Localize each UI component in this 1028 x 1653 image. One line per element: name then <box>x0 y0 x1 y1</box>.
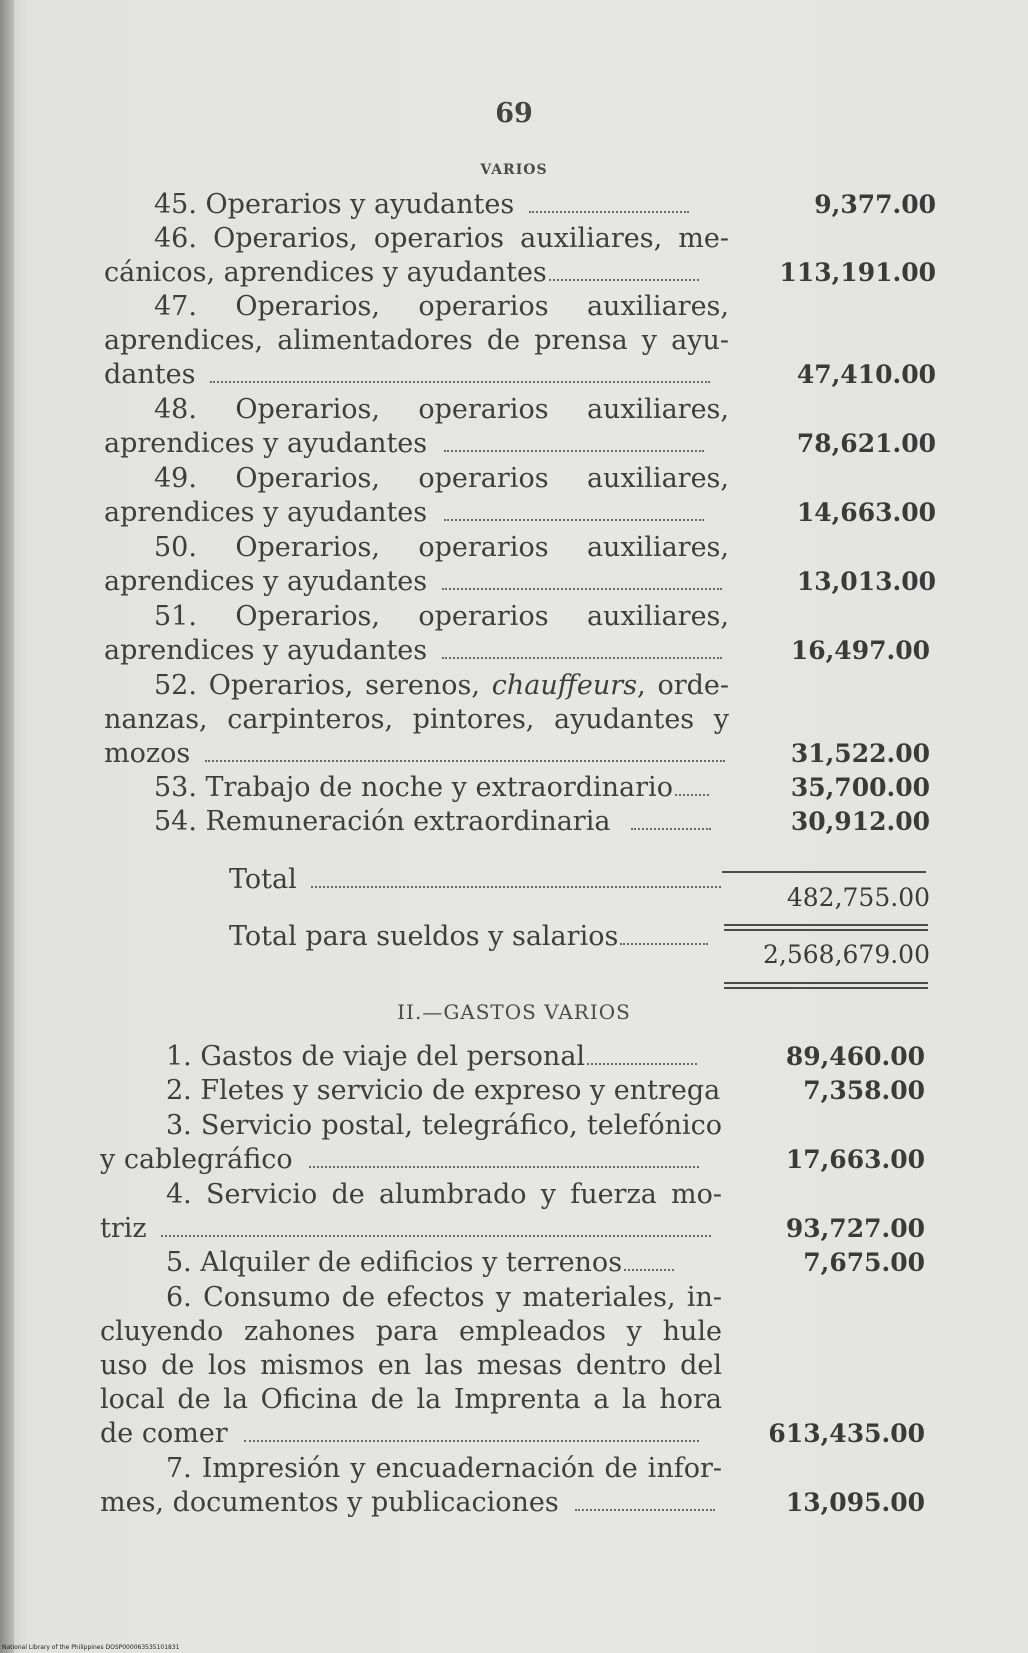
gastos-item-6-line-1: 6. Consumo de efectos y materiales, in- <box>166 1282 722 1313</box>
item-54-line-1: 54. Remuneración extraordinaria <box>154 805 729 839</box>
scan-footer-credit: National Library of the Philippines DOSP000063535101831 <box>2 1644 180 1651</box>
item-47-line-3: dantes <box>104 358 729 392</box>
gastos-amount-2: 7,358.00 <box>803 1076 925 1105</box>
total-row: Total <box>229 863 729 897</box>
gastos-item-7-line-2: mes, documentos y publicaciones <box>100 1486 722 1520</box>
grand-total-row: Total para sueldos y salarios <box>229 920 729 954</box>
dot-leader <box>444 511 704 521</box>
dot-leader <box>311 878 721 888</box>
amount-49: 14,663.00 <box>796 498 936 527</box>
dot-leader <box>575 1501 715 1511</box>
total-rule-double-bottom <box>724 929 928 931</box>
dot-leader <box>529 203 689 213</box>
grand-total-rule-bottom <box>724 987 928 989</box>
item-53-line-1: 53. Trabajo de noche y extraordinario <box>154 771 729 805</box>
item-47-line-2: aprendices, alimentadores de prensa y ayu- <box>104 325 729 356</box>
dot-leader <box>620 935 708 945</box>
dot-leader <box>675 786 709 796</box>
gastos-item-3-line-1: 3. Servicio postal, telegráfico, telefónico <box>166 1110 722 1141</box>
dot-leader <box>442 649 722 659</box>
dot-leader <box>205 752 725 762</box>
gastos-amount-3: 17,663.00 <box>785 1145 925 1174</box>
gastos-item-7-line-1: 7. Impresión y encuadernación de infor- <box>166 1453 722 1484</box>
total-rule-double-top <box>724 924 928 926</box>
item-46-line-2: cánicos, aprendices y ayudantes <box>104 256 729 290</box>
dot-leader <box>309 1158 699 1168</box>
item-52-line-2: nanzas, carpinteros, pintores, ayudantes y <box>104 704 729 735</box>
item-48-line-2: aprendices y ayudantes <box>104 427 729 461</box>
amount-51: 16,497.00 <box>790 636 930 665</box>
amount-48: 78,621.00 <box>796 429 936 458</box>
item-49-line-2: aprendices y ayudantes <box>104 496 729 530</box>
item-50-line-1: 50. Operarios, operarios auxiliares, <box>154 532 729 563</box>
page-number: 69 <box>495 98 533 129</box>
item-46-line-1: 46. Operarios, operarios auxiliares, me- <box>154 223 729 254</box>
item-45-line-1: 45. Operarios y ayudantes <box>154 188 729 222</box>
amount-47: 47,410.00 <box>796 360 936 389</box>
item-52-line-3: mozos <box>104 737 729 771</box>
item-47-line-1: 47. Operarios, operarios auxiliares, <box>154 291 729 322</box>
gastos-item-3-line-2: y cablegráfico <box>100 1143 722 1177</box>
gastos-item-5-line-1: 5. Alquiler de edificios y terrenos <box>166 1246 722 1280</box>
gastos-item-6-line-2: cluyendo zahones para empleados y hule <box>100 1316 722 1347</box>
gastos-amount-5: 7,675.00 <box>803 1248 925 1277</box>
item-51-line-2: aprendices y ayudantes <box>104 634 729 668</box>
item-48-line-1: 48. Operarios, operarios auxiliares, <box>154 394 729 425</box>
dot-leader <box>210 373 710 383</box>
gastos-amount-4: 93,727.00 <box>785 1214 925 1243</box>
amount-54: 30,912.00 <box>790 807 930 836</box>
item-50-line-2: aprendices y ayudantes <box>104 565 729 599</box>
grand-total-rule-top <box>724 982 928 984</box>
dot-leader <box>549 271 699 281</box>
page-spine-shadow <box>0 0 14 1653</box>
dot-leader <box>587 1055 697 1065</box>
gastos-item-4-line-2: triz <box>100 1212 722 1246</box>
section-heading-varios: VARIOS <box>480 162 548 178</box>
dot-leader <box>624 1261 674 1271</box>
item-52-line-1: 52. Operarios, serenos, chauffeurs, orde- <box>154 670 729 701</box>
gastos-item-1-line-1: 1. Gastos de viaje del personal <box>166 1040 722 1074</box>
amount-50: 13,013.00 <box>796 567 936 596</box>
amount-52: 31,522.00 <box>790 739 930 768</box>
gastos-item-6-line-4: local de la Oficina de la Imprenta a la hora <box>100 1384 722 1415</box>
gastos-item-4-line-1: 4. Servicio de alumbrado y fuerza mo- <box>166 1179 722 1210</box>
amount-45: 9,377.00 <box>814 190 936 219</box>
dot-leader <box>444 442 704 452</box>
amount-46: 113,191.00 <box>779 258 936 287</box>
gastos-item-2-line-1: 2. Fletes y servicio de expreso y entrega <box>166 1075 721 1106</box>
gastos-amount-7: 13,095.00 <box>785 1488 925 1517</box>
section-heading-gastos-varios: II.—GASTOS VARIOS <box>397 1000 631 1024</box>
dot-leader <box>631 820 711 830</box>
dot-leader <box>244 1432 699 1442</box>
total-rule-single <box>722 871 926 873</box>
gastos-amount-6: 613,435.00 <box>768 1419 925 1448</box>
dot-leader <box>161 1227 711 1237</box>
total-amount: 482,755.00 <box>786 883 930 912</box>
item-51-line-1: 51. Operarios, operarios auxiliares, <box>154 601 729 632</box>
gastos-item-6-line-5: de comer <box>100 1417 722 1451</box>
grand-total-amount: 2,568,679.00 <box>763 940 930 969</box>
italic-word: chauffeurs <box>491 670 638 701</box>
gastos-amount-1: 89,460.00 <box>785 1042 925 1071</box>
dot-leader <box>442 580 722 590</box>
gastos-item-6-line-3: uso de los mismos en las mesas dentro del <box>100 1350 722 1381</box>
item-49-line-1: 49. Operarios, operarios auxiliares, <box>154 463 729 494</box>
amount-53: 35,700.00 <box>790 773 930 802</box>
